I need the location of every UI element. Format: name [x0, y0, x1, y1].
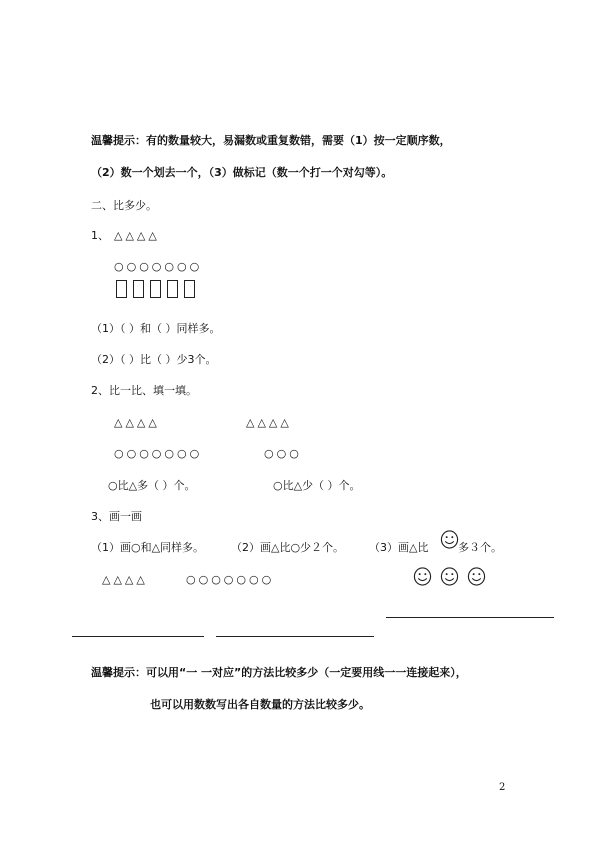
q1-triangles: △△△△ [114, 229, 160, 242]
q3-triangles: △△△△ [102, 573, 148, 586]
q2-right-triangles: △△△△ [246, 416, 292, 429]
tip-line-1: 温馨提示：有的数量较大，易漏数或重复数错，需要（1）按一定顺序数， [91, 134, 451, 147]
q3-part3-before: （3）画△比 [369, 541, 429, 554]
page-number: 2 [499, 782, 506, 793]
q3-part1: （1）画○和△同样多。 [91, 541, 205, 554]
tip2-line-1: 温馨提示：可以用“一 一对应”的方法比较多少（一定要用线一一连接起来）， [91, 666, 467, 679]
q3-label: 3、画一画 [91, 510, 142, 523]
tip-line-2: （2）数一个划去一个，（3）做标记（数一个打一个对勾等）。 [91, 166, 393, 179]
q2-left-circles: ○○○○○○○ [114, 447, 203, 460]
q2-left-triangles: △△△△ [114, 416, 160, 429]
q1-sub2: （2）（ ）比（ ）少3个。 [91, 353, 217, 366]
box-shape [116, 280, 127, 298]
smiley-face-icon [467, 567, 486, 586]
box-shape [133, 280, 144, 298]
q1-label: 1、 [91, 229, 109, 242]
section-title: 二、比多少。 [91, 199, 157, 212]
q1-circles: ○○○○○○○ [114, 260, 203, 273]
box-shape [150, 280, 161, 298]
q2-right-compare: ○比△少（ ）个。 [273, 479, 361, 492]
q1-sub1: （1）（ ）和（ ）同样多。 [91, 322, 221, 335]
smiley-face-icon [413, 567, 432, 586]
q2-right-circles: ○○○ [264, 447, 302, 460]
box-shape [167, 280, 178, 298]
answer-line [72, 636, 204, 637]
q1-boxes [116, 280, 195, 298]
q3-part3-after: 多３个。 [458, 541, 502, 554]
smiley-face-icon [440, 530, 459, 549]
q2-label: 2、比一比、填一填。 [91, 384, 197, 397]
smiley-face-icon [440, 567, 459, 586]
q3-circles: ○○○○○○○ [186, 573, 275, 586]
tip2-line-2: 也可以用数数写出各自数量的方法比较多少。 [150, 698, 370, 711]
q3-part2: （2）画△比○少２个。 [231, 541, 345, 554]
q2-left-compare: ○比△多（ ）个。 [108, 479, 196, 492]
box-shape [184, 280, 195, 298]
answer-line [386, 617, 554, 618]
answer-line [216, 636, 374, 637]
